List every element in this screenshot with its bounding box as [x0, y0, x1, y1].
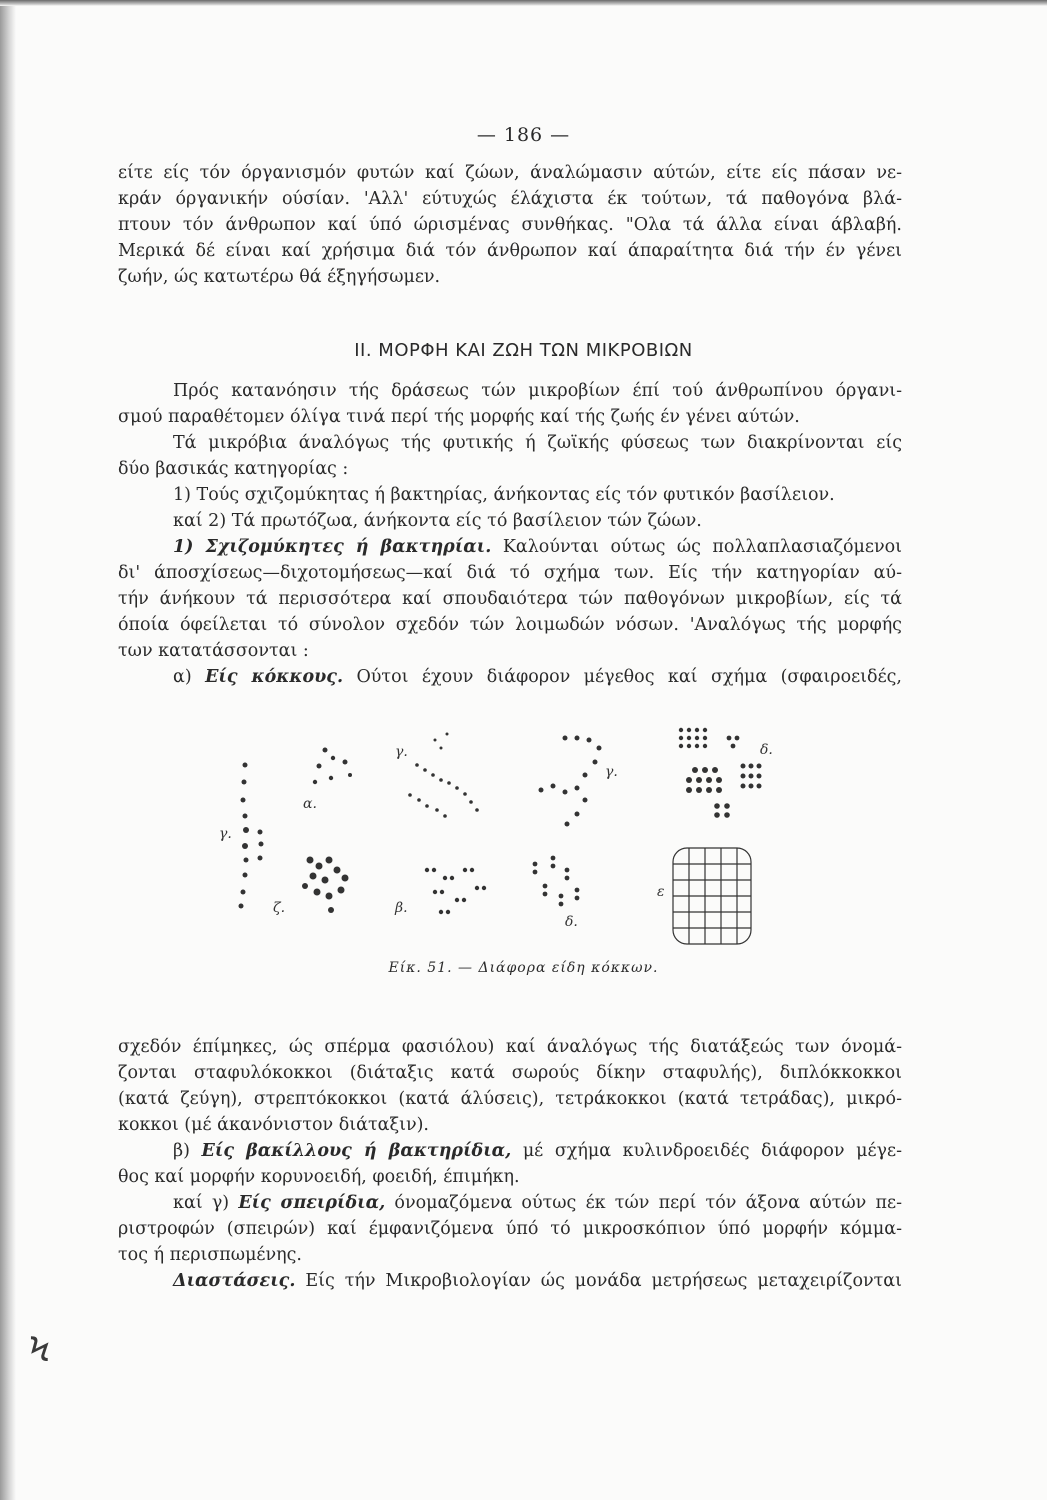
figure-label-b: β.	[395, 900, 408, 916]
streptococcus-curve	[539, 736, 602, 827]
figure-label-e: ε	[657, 884, 665, 900]
text-line: πτουν τόν άνθρωπον καί ύπό ώρισμένας συνθήκας. "Ολα τά άλλα είναι άβλαβή.	[118, 215, 902, 235]
text-line: σμού παραθέτομεν όλίγα τινά περί τής μορφής καί τής ζωής έν γένει αύτών.	[118, 407, 800, 427]
figure-label-z: ζ.	[273, 900, 286, 916]
text-span: όνομαζόμενα ούτως έκ τών περί τόν άξονα αύτών πε-	[385, 1193, 903, 1213]
text-line	[118, 534, 902, 560]
diplococci-pairs	[533, 856, 580, 907]
figure-label-d1: δ.	[760, 742, 773, 758]
text-line: ζωήν, ώς κατωτέρω θά έξηγήσωμεν.	[118, 267, 441, 287]
staphylococci-cluster	[302, 857, 349, 914]
margin-handwritten-mark: Ϟ	[28, 1330, 51, 1370]
section-title: II. ΜΟΡΦΗ ΚΑΙ ΖΩΗ ΤΩΝ ΜΙΚΡΟΒΙΩΝ	[354, 340, 693, 361]
text-line	[118, 1268, 902, 1294]
text-line: σχεδόν έπίμηκες, ώς σπέρμα φασιόλου) καί άναλόγως τής διατάξεώς των όνομά-	[118, 1037, 902, 1057]
text-line	[118, 1190, 902, 1216]
text-line: όποία όφείλεται τό σύνολον σχεδόν τών λοιμωδών νόσων. 'Αναλόγως τής μορφής	[118, 615, 902, 635]
text-line: είτε είς τόν όργανισμόν φυτών καί ζώων, άναλώμασιν αύτών, είτε είς πάσαν νε-	[118, 163, 902, 183]
text-line: Πρός κατανόησιν τής δράσεως τών μικροβίων έπί τού άνθρωπίνου όργανι-	[173, 381, 902, 401]
text-span: Ούτοι έχουν διάφορον μέγεθος καί σχήμα (σφαιροειδές,	[343, 667, 902, 687]
page-number: — 186 —	[476, 124, 571, 146]
figure-label-g1: γ.	[219, 826, 232, 842]
diplococci	[425, 868, 486, 914]
streptococcus-wavy	[408, 733, 479, 818]
tetracocci-grid	[679, 728, 762, 818]
figure-caption: Είκ. 51. — Διάφορα είδη κόκκων.	[388, 960, 659, 976]
paragraph-continuation	[118, 1034, 902, 1294]
text-line: τος ή περισπωμένης.	[118, 1245, 302, 1265]
figure-cocci	[205, 720, 805, 945]
text-line: ζονται σταφυλόκοκκοι (διάταξις κατά σωρούς δίκην σταφυλής), διπλόκκοκκοι	[118, 1063, 902, 1083]
sarcina-block	[673, 848, 751, 944]
term-cocci: Είς κόκκους.	[205, 667, 344, 687]
streptococcus-chain-left	[239, 763, 264, 909]
term-spirilla: Είς σπειρίδια,	[238, 1193, 386, 1213]
text-line: δύο βασικάς κατηγορίας :	[118, 459, 349, 479]
text-span: α)	[173, 667, 206, 687]
text-line: των κατατάσσονται :	[118, 641, 309, 661]
text-line: κοκκοι (μέ άκανόνιστον διάταξιν).	[118, 1115, 429, 1135]
text-line: Τά μικρόβια άναλόγως τής φυτικής ή ζωϊκής φύσεως των διακρίνονται είς	[173, 433, 902, 453]
text-line: κράν όργανικήν ούσίαν. 'Αλλ' εύτυχώς έλάχιστα έκ τούτων, τά παθογόνα βλά-	[118, 189, 902, 209]
text-line: Μερικά δέ είναι καί χρήσιμα διά τόν άνθρωπον καί άπαραίτητα διά τήν έν γένει	[118, 241, 902, 261]
paragraph-intro	[118, 160, 902, 290]
list-item-2: καί 2) Τά πρωτόζωα, άνήκοντα είς τό βασίλειον τών ζώων.	[173, 511, 702, 531]
term-dimensions: Διαστάσεις.	[173, 1271, 296, 1291]
text-line: δι' άποσχίσεως—διχοτομήσεως—καί διά τό σχήμα των. Είς τήν κατηγορίαν αύ-	[118, 563, 902, 583]
paragraph-morphology	[118, 378, 902, 690]
list-item-1: 1) Τούς σχιζομύκητας ή βακτηρίας, άνήκοντας είς τόν φυτικόν βασίλειον.	[173, 485, 835, 505]
figure-label-a: α.	[303, 796, 317, 812]
cocci-scatter-a	[313, 748, 352, 785]
term-bacilli: Είς βακίλλους ή βακτηρίδια,	[201, 1141, 512, 1161]
text-line: θος καί μορφήν κορυνοειδή, φοειδή, έπιμήκη.	[118, 1167, 520, 1187]
text-span: καί γ)	[173, 1193, 239, 1213]
term-schizomycetes: 1) Σχιζομύκητες ή βακτηρίαι.	[173, 537, 492, 557]
text-span: μέ σχήμα κυλινδροειδές διάφορον μέγε-	[511, 1141, 902, 1161]
cocci-illustration	[205, 720, 805, 945]
text-line	[118, 1138, 902, 1164]
scan-shadow-left	[0, 0, 16, 1500]
text-span: Είς τήν Μικροβιολογίαν ώς μονάδα μετρήσεως μεταχειρίζονται	[295, 1271, 902, 1291]
text-span: Καλούνται ούτως ώς πολλαπλασιαζόμενοι	[491, 537, 902, 557]
text-line	[118, 664, 902, 690]
figure-label-g2: γ.	[395, 744, 408, 760]
text-line: (κατά ζεύγη), στρεπτόκοκκοι (κατά άλύσεις), τετράκοκκοι (κατά τετράδας), μικρό-	[118, 1089, 902, 1109]
text-line: ριστροφών (σπειρών) καί έμφανιζόμενα ύπό τό μικροσκόπιον ύπό μορφήν κόμμα-	[118, 1219, 902, 1239]
text-span: β)	[173, 1141, 202, 1161]
text-line: τήν άνήκουν τά περισσότερα καί σπουδαιότερα τών παθογόνων μικροβίων, είς τά	[118, 589, 902, 609]
figure-label-d2: δ.	[565, 914, 578, 930]
figure-label-g3: γ.	[605, 764, 618, 780]
scan-shadow-top	[0, 0, 1047, 6]
